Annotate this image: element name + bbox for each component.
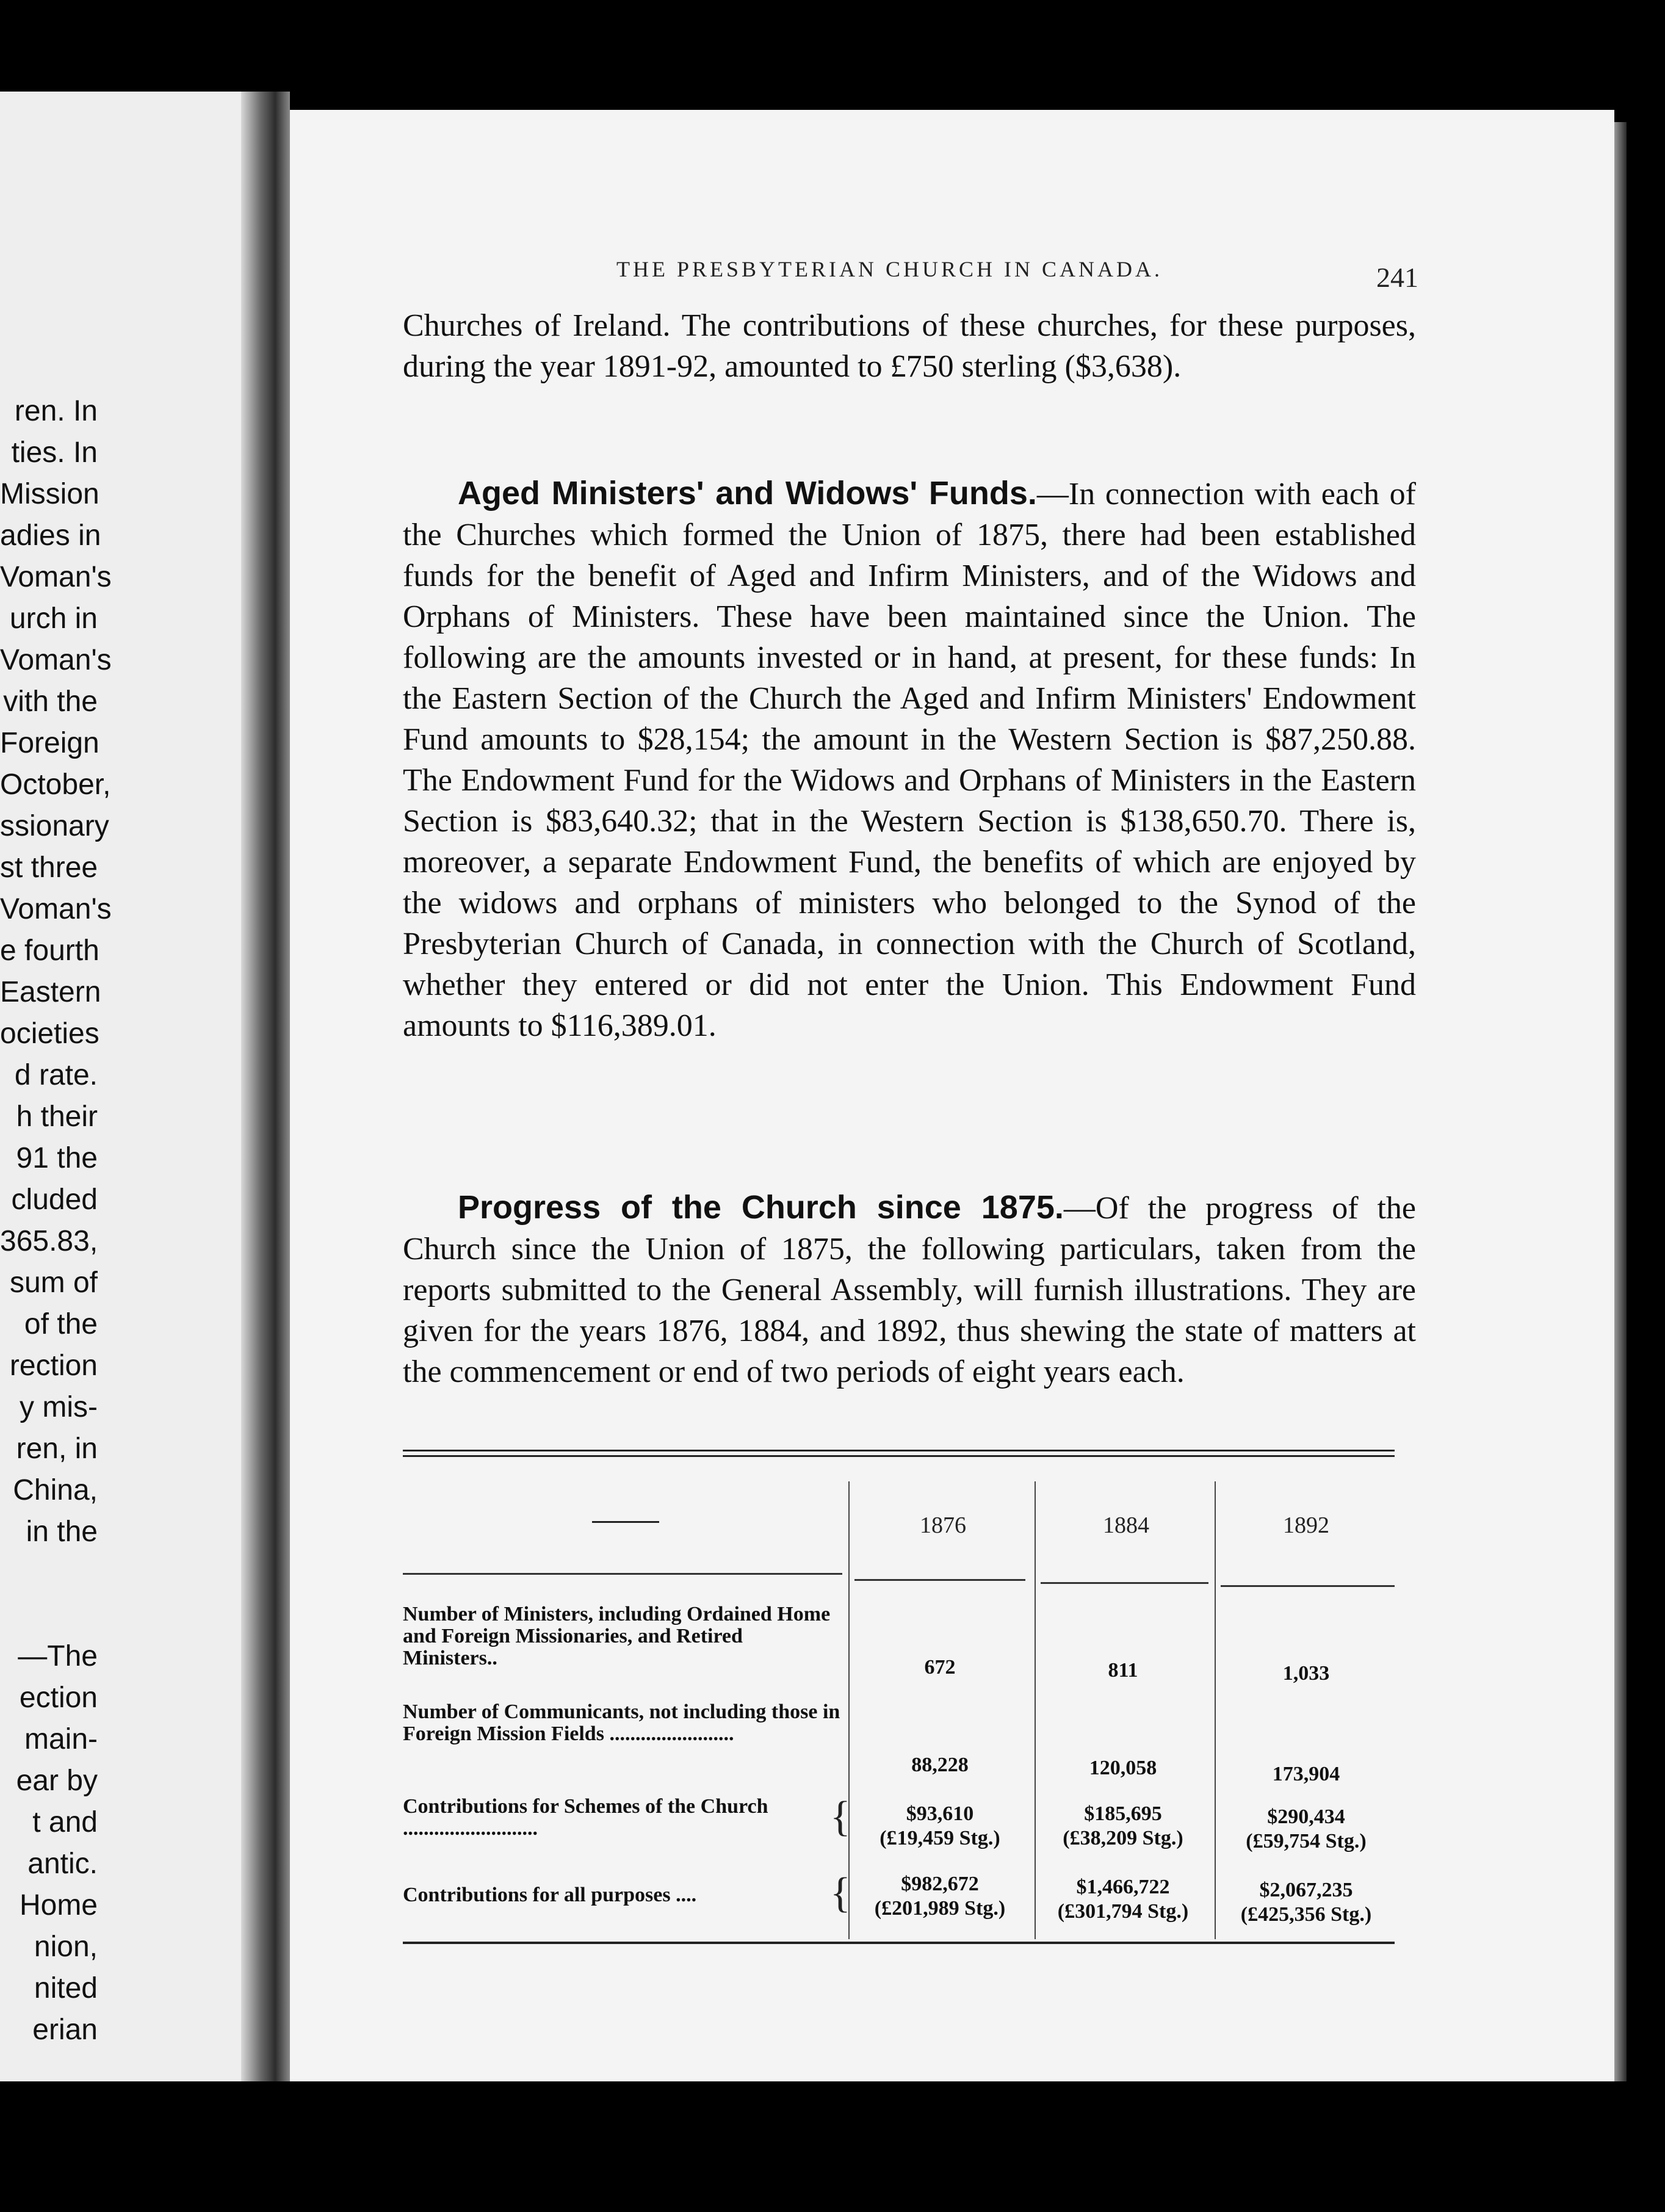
left-page-line: Foreign — [0, 727, 99, 759]
left-page-line: st three — [0, 851, 98, 884]
table-cell: $290,434 (£59,754 Stg.) — [1246, 1805, 1367, 1852]
progress-text: —Of the progress of the Church since the Union of 1875, the following particulars, taken from the reports submitted to the General Assembly, will furnish illustrations. They are given for the years 1876, 1884, and 1892, thus shewing the state of matters at the commencement or end of two periods of eight years each. — [403, 1191, 1416, 1389]
left-page-line: t and — [32, 1806, 98, 1838]
left-page-line: nited — [34, 1972, 98, 2004]
row-label-communicants: Number of Communicants, not including those in Foreign Mission Fields ........................ — [403, 1701, 840, 1745]
left-page-line: ssionary — [0, 810, 109, 842]
table-cell: $1,466,722 (£301,794 Stg.) — [1057, 1876, 1189, 1923]
left-page-lines — [0, 391, 112, 2051]
left-page-line: ren. In — [14, 395, 98, 427]
brace: { — [830, 1870, 851, 1917]
funds-section — [403, 473, 1416, 1046]
left-page-line: urch in — [9, 602, 98, 635]
left-page-line: Mission — [0, 478, 99, 510]
column-divider — [1035, 1481, 1036, 1939]
statistics-table — [403, 1450, 1395, 1944]
left-page-line: China, — [13, 1474, 98, 1506]
page-edge — [1614, 122, 1627, 2081]
left-page-line: ocieties — [0, 1017, 99, 1050]
left-page-line: Voman's — [0, 893, 112, 925]
left-page — [0, 92, 241, 2081]
left-page-line: —The — [18, 1640, 98, 1672]
table-bottom-rule — [403, 1942, 1395, 1944]
table-cell: $2,067,235 (£425,356 Stg.) — [1240, 1879, 1372, 1926]
header-rule — [1041, 1582, 1208, 1584]
table-cell: $185,695 (£38,209 Stg.) — [1063, 1802, 1183, 1849]
table-cell: $982,672 (£201,989 Stg.) — [874, 1873, 1006, 1920]
funds-paragraph — [403, 473, 1416, 1046]
left-page-line: rection — [9, 1350, 98, 1382]
table-top-rule — [403, 1450, 1395, 1457]
left-page-line: vith the — [3, 685, 98, 718]
funds-heading: Aged Ministers' and Widows' Funds. — [458, 475, 1037, 511]
intro-paragraph: Churches of Ireland. The contributions of these churches, for these purposes, during the year 1891-92, amounted to £750 sterling ($3,638). — [403, 308, 1416, 384]
header-rule — [1221, 1585, 1395, 1587]
row-label-schemes: Contributions for Schemes of the Church .......................... — [403, 1795, 768, 1840]
row-label-ministers: Number of Ministers, including Ordained Home and Foreign Missionaries, and Retired Ministers.. — [403, 1603, 831, 1669]
stub-dash — [592, 1521, 659, 1523]
progress-paragraph — [403, 1187, 1416, 1392]
left-page-line: ties. In — [11, 436, 98, 469]
left-page-line: y mis- — [20, 1391, 98, 1423]
left-page-line: October, — [0, 768, 111, 801]
progress-heading: Progress of the Church since 1875. — [458, 1189, 1064, 1226]
left-page-line: ear by — [16, 1765, 98, 1797]
left-page-line: d rate. — [14, 1059, 98, 1091]
running-head: THE PRESBYTERIAN CHURCH IN CANADA. — [616, 257, 1163, 281]
header-rule — [854, 1579, 1025, 1581]
table-cell: 120,058 — [1089, 1757, 1157, 1779]
left-page-line: of the — [24, 1308, 98, 1340]
table-cell: 1,033 — [1282, 1662, 1330, 1685]
table-cell: 811 — [1108, 1659, 1138, 1682]
left-page-line — [0, 1594, 98, 1636]
table-grid — [403, 1457, 1395, 1939]
left-page-line: main- — [24, 1723, 98, 1755]
brace: { — [830, 1793, 851, 1840]
left-page-line: 365.83, — [0, 1225, 98, 1257]
left-page-line: ren, in — [16, 1433, 98, 1465]
year-header-1876: 1876 — [920, 1513, 966, 1538]
table-cell: 672 — [924, 1656, 956, 1679]
left-page-line: Voman's — [0, 644, 112, 676]
left-page-line: adies in — [0, 519, 101, 552]
year-header-1884: 1884 — [1103, 1513, 1149, 1538]
funds-text: —In connection with each of the Churches which formed the Union of 1875, there had been established funds for the benefit of Aged and Infirm Ministers, and of the Widows and Orphans of Ministers. These have been maintained since the Union. The following are the amounts invested or in hand, at present, for these funds: In the Eastern Section of the Church the Aged and Infirm Ministers' Endowment Fund amounts to $28,154; the amount in the Western Section is $87,250.88. The Endowment Fund for the Widows and Orphans of Ministers in the Eastern Section is $83,640.32; that in the Western Section is $138,650.70. There is, moreover, a separate Endowment Fund, the benefits of which are enjoyed by the widows and orphans of ministers who belonged to the Synod of the Presbyterian Church of Canada, in connection with the Church of Scotland, whether they entered or did not enter the Union. This Endowment Fund amounts to $116,389.01. — [403, 477, 1416, 1043]
left-page-line: e fourth — [0, 934, 99, 967]
left-page-line: nion, — [34, 1931, 98, 1963]
left-page-line: in the — [26, 1516, 98, 1548]
table-cell: $93,610 (£19,459 Stg.) — [879, 1802, 1000, 1849]
left-page-line: h their — [16, 1101, 98, 1133]
left-page-line: cluded — [11, 1184, 98, 1216]
row-label-all-purposes: Contributions for all purposes .... — [403, 1884, 697, 1906]
header-rule — [403, 1573, 842, 1575]
left-page-line: ection — [19, 1682, 98, 1714]
left-page-line: sum of — [9, 1267, 98, 1299]
progress-section — [403, 1187, 1416, 1392]
intro-paragraph-block — [403, 305, 1416, 387]
left-page-line: Voman's — [0, 561, 112, 593]
left-page-line: Eastern — [0, 976, 101, 1008]
year-header-1892: 1892 — [1283, 1513, 1329, 1538]
table-cell: 173,904 — [1272, 1763, 1340, 1785]
page-number: 241 — [1376, 262, 1418, 293]
table-cell: 88,228 — [911, 1754, 969, 1776]
left-page-line — [0, 1553, 98, 1594]
left-page-line: 91 the — [16, 1142, 98, 1174]
left-page-line: Home — [19, 1889, 98, 1921]
book-gutter — [241, 92, 290, 2081]
column-divider — [1215, 1481, 1216, 1939]
left-page-line: antic. — [27, 1848, 98, 1880]
left-page-line: erian — [32, 2014, 98, 2046]
